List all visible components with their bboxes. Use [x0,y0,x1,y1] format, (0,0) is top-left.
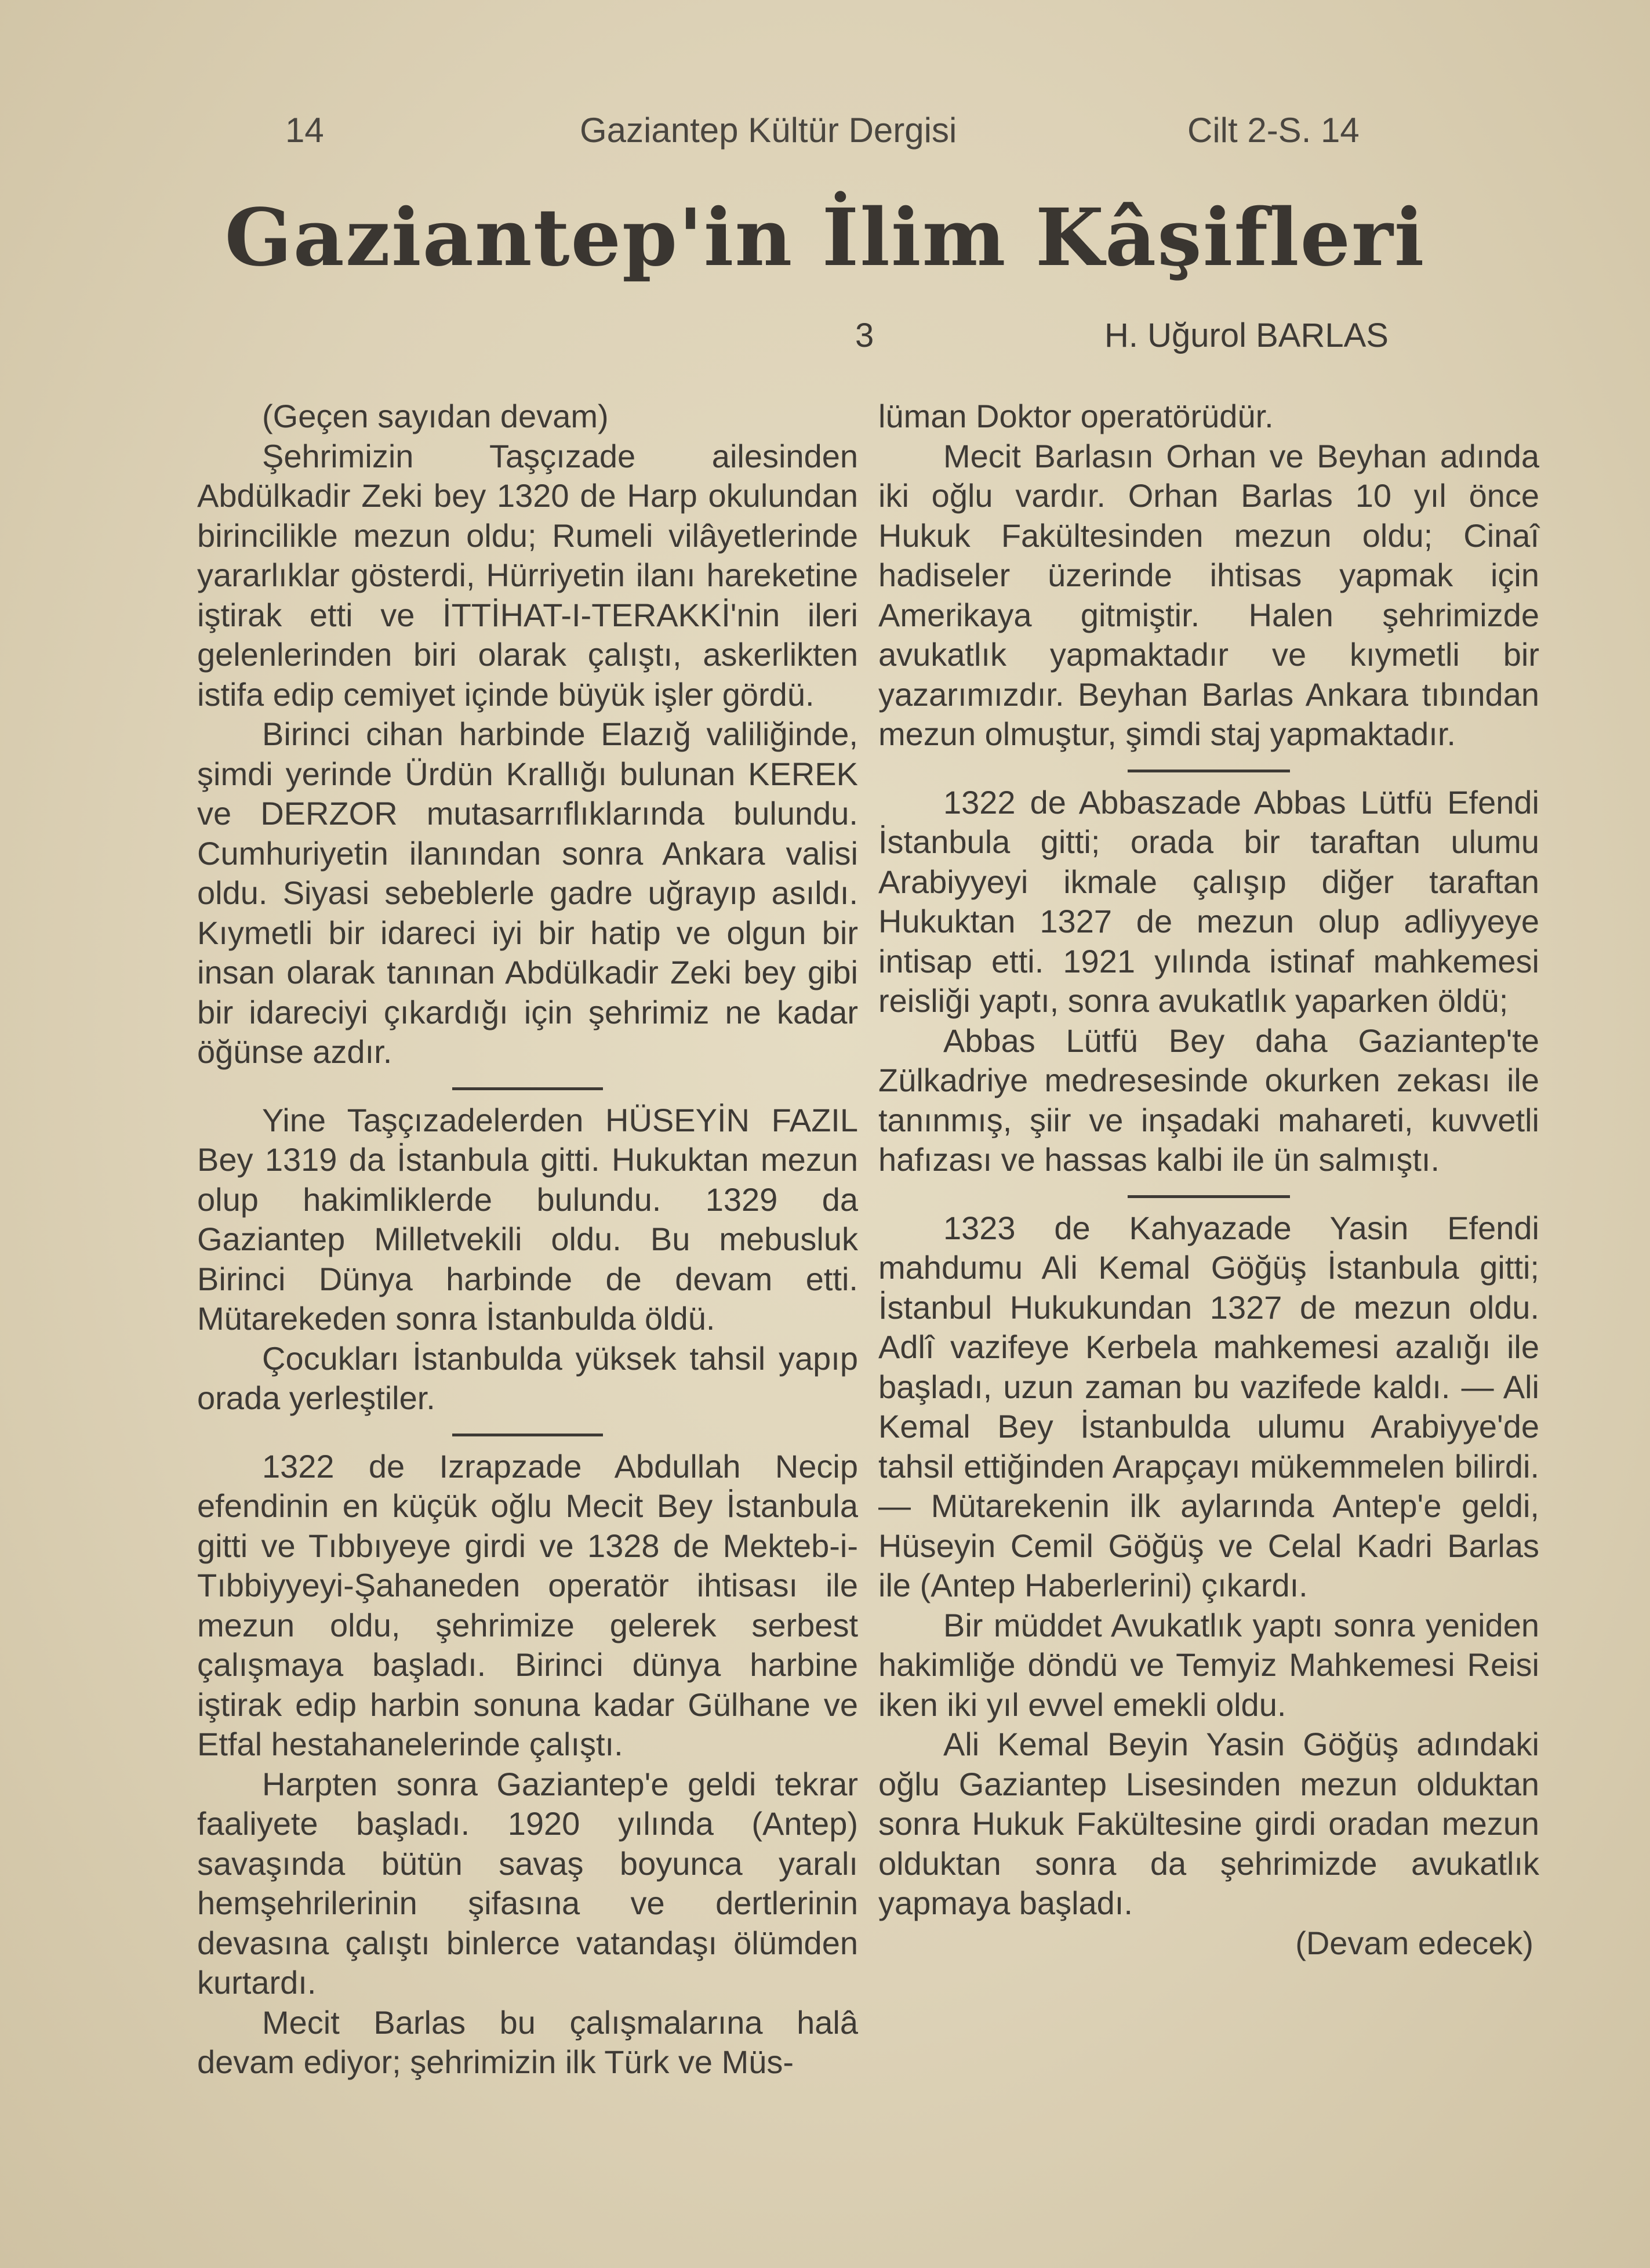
to-be-continued-note: (Devam edecek) [1295,1924,1533,1961]
paragraph: Yine Taşçızadelerden HÜSEYİN FAZIL Bey 1319 da İstanbula gitti. Hukuktan mezun olup hakimliklerde bulundu. 1329 da Gaziantep Milletvekili oldu. Bu mebusluk Birinci Dünya harbinde de devam etti. Mütarekeden sonra İstanbulda öldü. [197,1101,858,1337]
section-divider [1128,1195,1290,1198]
left-column [197,397,858,2082]
section-divider [452,1087,603,1090]
paragraph: 1322 de Izrapzade Abdullah Necip efendinin en küçük oğlu Mecit Bey İstanbula gitti ve Tıbbıyeye girdi ve 1328 de Mekteb-i-Tıbbiyyeyi-Şahaneden operatör ihtisası ile mezun oldu, şehrimize gelerek serbest çalışmaya başladı. Birinci dünya harbine iştirak edip harbin sonuna kadar Gülhane ve Etfal hestahanelerinde çalıştı. [197,1447,858,1762]
journal-name: Gaziantep Kültür Dergisi [580,111,957,150]
paragraph: Şehrimizin Taşçızade ailesinden Abdülkadir Zeki bey 1320 de Harp okulundan birincilikle mezun oldu; Rumeli vilâyetlerinde yararlıklar gösterdi, Hürriyetin ilanı hareketine iştirak etti ve İTTİHAT-I-TERAKKİ'nin ileri gelenlerinden biri olarak çalıştı, askerlikten istifa edip cemiyet içinde büyük işler gördü. [197,437,858,713]
article-part-number: 3 [855,317,874,354]
paragraph: 1323 de Kahyazade Yasin Efendi mahdumu Ali Kemal Göğüş İstanbula gitti; İstanbul Hukukundan 1327 de mezun oldu. Adlî vazifeye Kerbela mahkemesi azalığı ile başladı, uzun zaman bu vazifede kaldı. — Ali Kemal Bey İstanbulda ulumu Arabiyye'de tahsil ettiğinden Arapçayı mükemmelen bilirdi. — Mütarekenin ilk aylarında Antep'e geldi, Hüseyin Cemil Göğüş ve Celal Kadri Barlas ile (Antep Haberlerini) çıkardı. [878,1209,1539,1603]
continued-note: (Geçen sayıdan devam) [262,398,609,434]
paragraph: 1322 de Abbaszade Abbas Lütfü Efendi İstanbula gitti; orada bir taraftan ulumu Arabiyyeyi ikmale çalışıp diğer taraftan Hukuktan 1327 de mezun olup adliyyeye intisap etti. 1921 yılında istinaf mahkemesi reisliği yaptı, sonra avukatlık yaparken öldü; [878,783,1539,1019]
paragraph: Harpten sonra Gaziantep'e geldi tekrar faaliyete başladı. 1920 yılında (Antep) savaşında bütün savaş boyunca yaralı hemşehrilerinin şifasına ve dertlerinin devasına çalıştı binlerce vatandaşı ölümden kurtardı. [197,1765,858,2001]
volume-issue: Cilt 2-S. 14 [1187,111,1360,150]
page-number: 14 [285,111,324,150]
right-column [878,397,1539,1963]
paragraph: Bir müddet Avukatlık yaptı sonra yeniden hakimliğe döndü ve Temyiz Mahkemesi Reisi iken iki yıl evvel emekli oldu. [878,1606,1539,1723]
paragraph: Abbas Lütfü Bey daha Gaziantep'te Zülkadriye medresesinde okurken zekası ile tanınmış, şiir ve inşadaki mahareti, kuvvetli hafızası ve hassas kalbi ile ün salmıştı. [878,1022,1539,1178]
section-divider [1128,770,1290,772]
paragraph: lüman Doktor operatörüdür. [878,398,1274,434]
paragraph: Mecit Barlasın Orhan ve Beyhan adında iki oğlu vardır. Orhan Barlas 10 yıl önce Hukuk Fakültesinden mezun oldu; Cinaî hadiseler üzerinde ihtisas yapmak için Amerikaya gitmiştir. Halen şehrimizde avukatlık yapmaktadır ve kıymetli bir yazarımızdır. Beyhan Barlas Ankara tıbından mezun olmuştur, şimdi staj yapmaktadır. [878,437,1539,752]
paragraph: Birinci cihan harbinde Elazığ valiliğinde, şimdi yerinde Ürdün Krallığı bulunan KEREK ve DERZOR mutasarrıflıklarında bulundu. Cumhuriyetin ilanından sonra Ankara valisi oldu. Siyasi sebeblerle gadre uğrayıp asıldı. Kıymetli bir idareci iyi bir hatip ve olgun bir insan olarak tanınan Abdülkadir Zeki bey gibi bir idareciyi çıkardığı için şehrimiz ne kadar öğünse azdır. [197,716,858,1070]
paragraph: Mecit Barlas bu çalışmalarına halâ devam ediyor; şehrimizin ilk Türk ve Müs- [197,2004,858,2080]
section-divider [452,1434,603,1436]
paragraph: Çocukları İstanbulda yüksek tahsil yapıp orada yerleştiler. [197,1340,858,1416]
article-author: H. Uğurol BARLAS [1104,317,1389,354]
article-title: Gaziantep'in İlim Kâşifleri [224,191,1426,284]
paragraph: Ali Kemal Beyin Yasin Göğüş adındaki oğlu Gaziantep Lisesinden mezun olduktan sonra Hukuk Fakültesine girdi oradan mezun olduktan sonra da şehrimizde avukatlık yapmaya başladı. [878,1726,1539,1921]
